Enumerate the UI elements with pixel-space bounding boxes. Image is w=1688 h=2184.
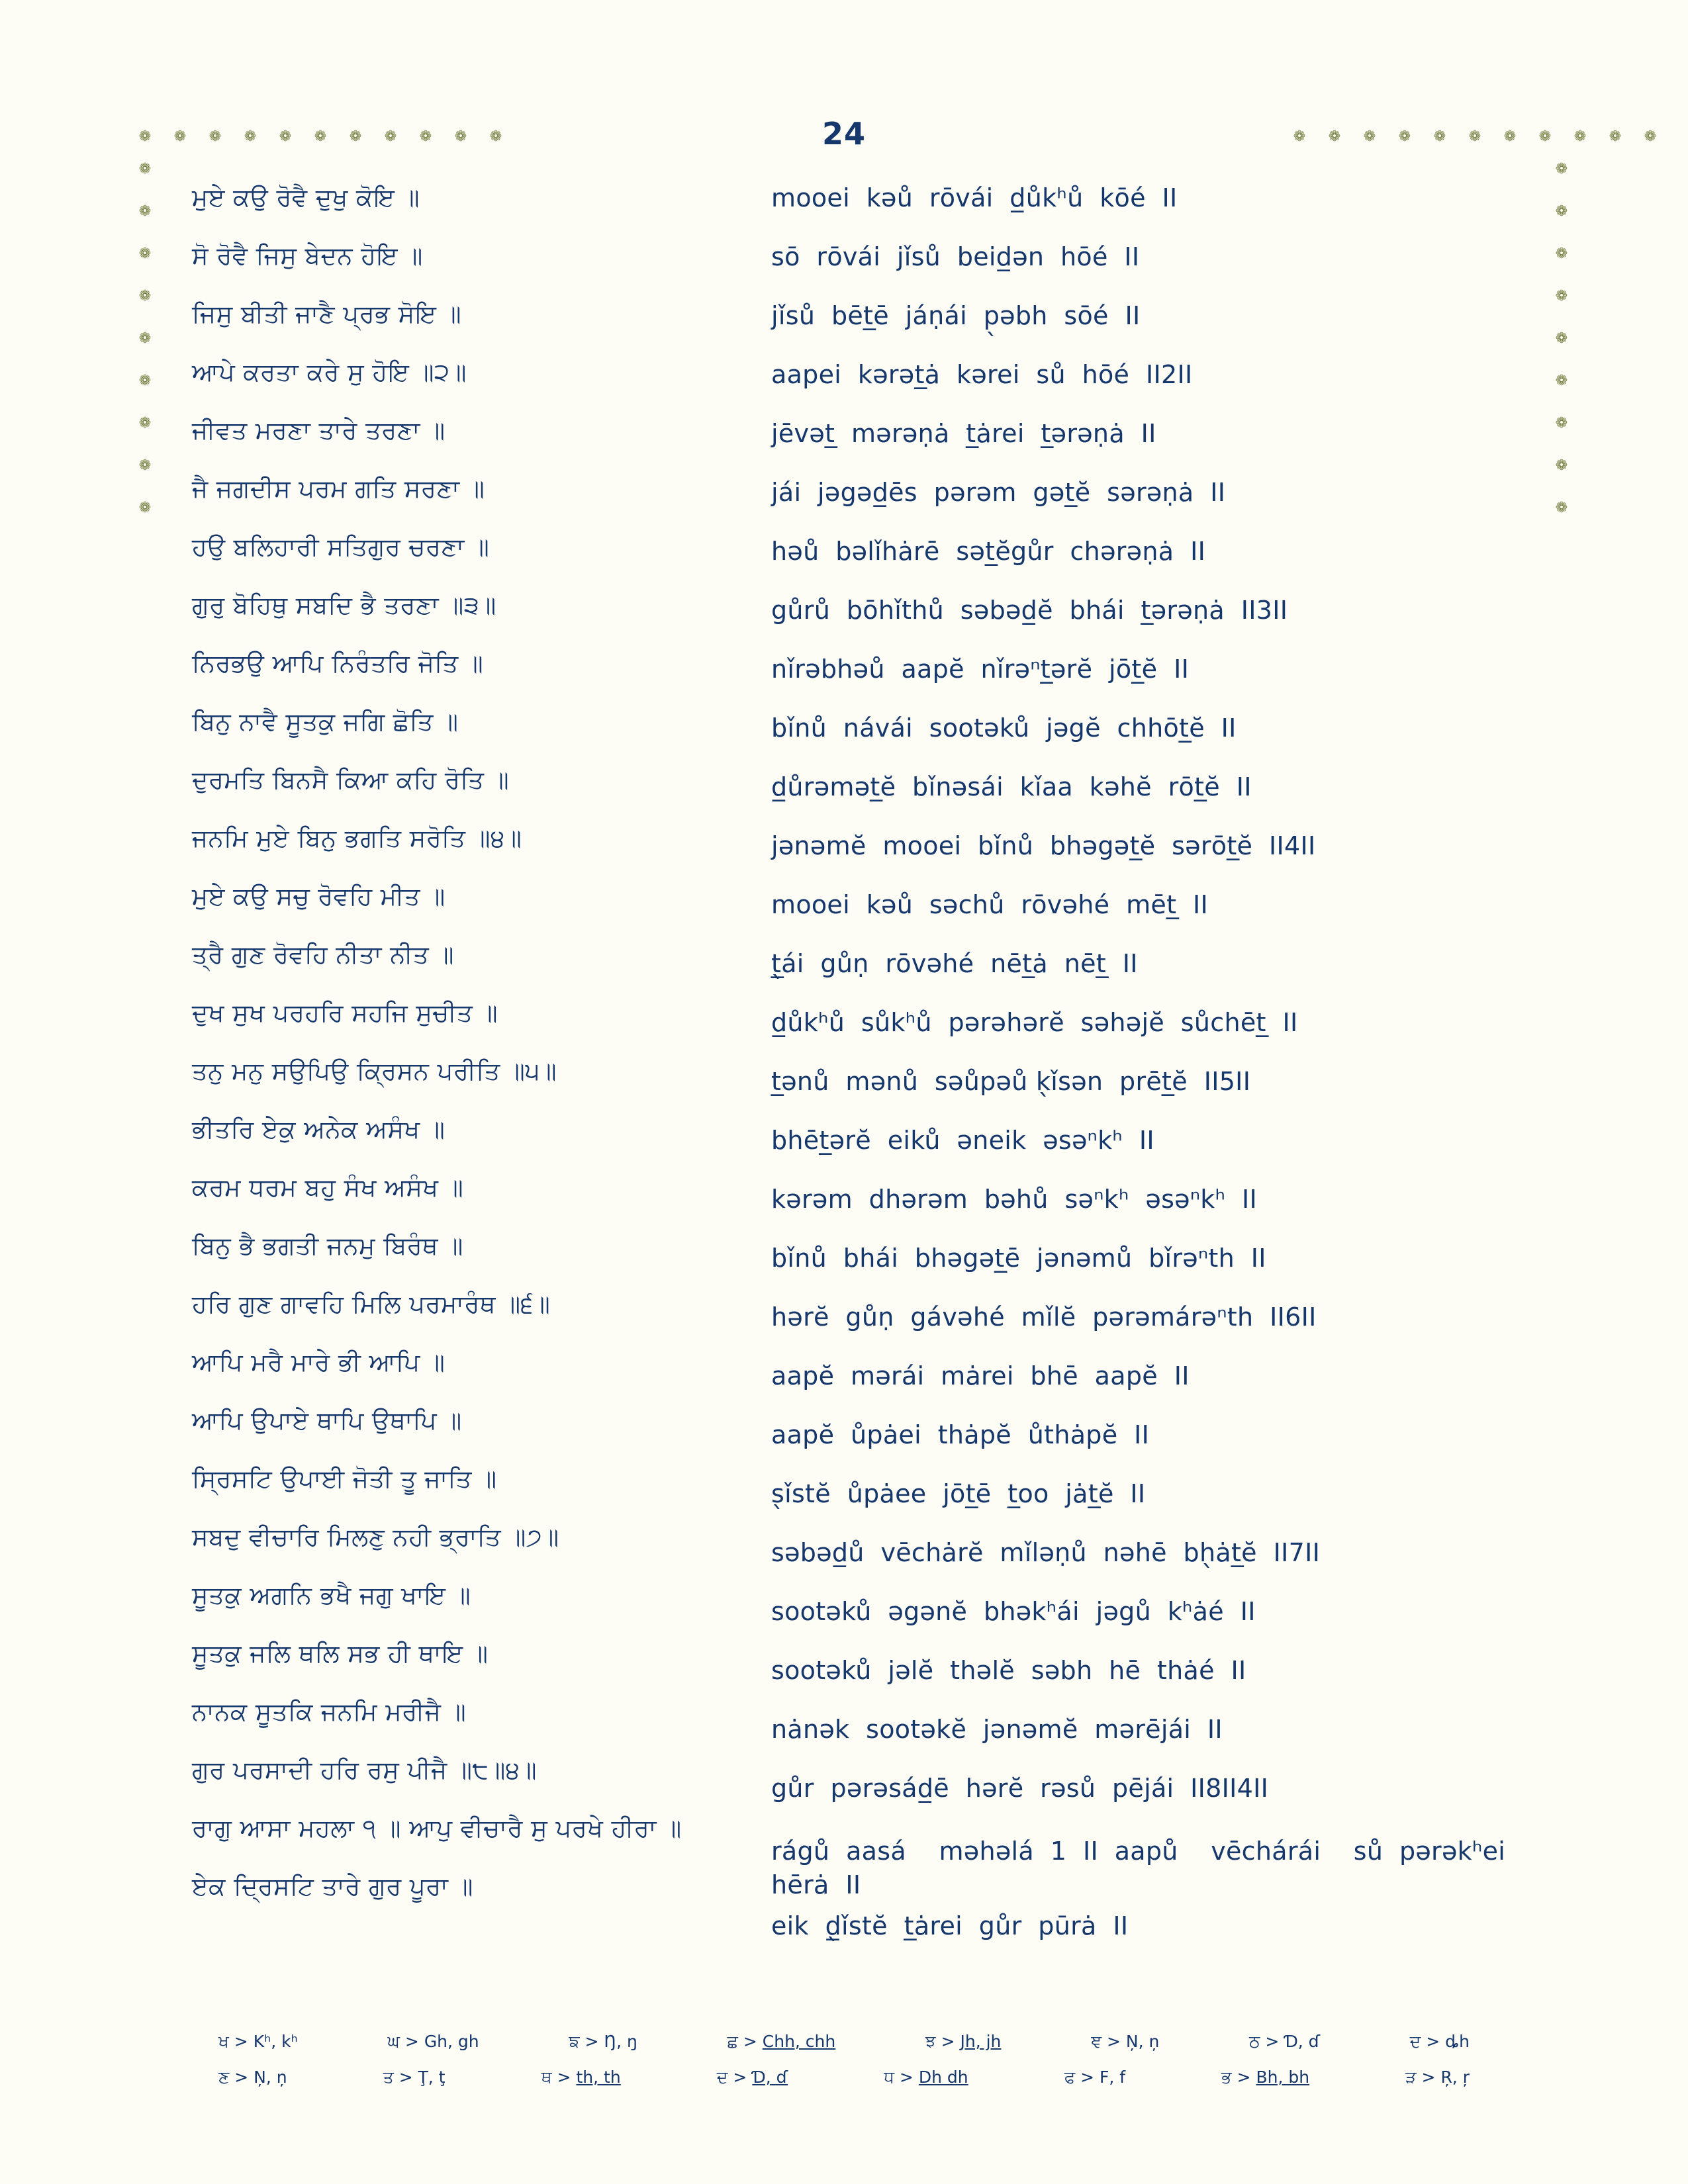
pronunciation-key-item: ਧ > Dh dh (884, 2068, 968, 2087)
flower-ornament-icon: ❁ (138, 373, 152, 389)
flower-ornament-icon: ❁ (138, 457, 152, 474)
transliteration-line: jənəmĕ mooei bǐnů bhəgət̲ĕ sərōt̲ĕ ΙΙ4ΙΙ (771, 831, 1316, 860)
transliteration-line: gůr pərəsád̲ē hərĕ rəsů pējái ΙΙ8ΙΙ4ΙΙ (771, 1774, 1269, 1803)
page-number: 24 (821, 116, 866, 152)
gurmukhi-line: ਭੀਤਰਿ ਏਕੁ ਅਨੇਕ ਅਸੰਖ ॥ (192, 1115, 445, 1144)
gurmukhi-line: ਮੁਏ ਕਉ ਰੋਵੈ ਦੁਖੁ ਕੋਇ ॥ (192, 183, 420, 212)
pronunciation-key-item: ਭ > Bh, bh (1221, 2068, 1310, 2087)
flower-ornament-icon: ❁ (1433, 128, 1446, 145)
transliteration-line: sootəků əgənĕ bhəkʰái jəgů kʰȧé ΙΙ (771, 1597, 1256, 1626)
decorative-flower-border-left (138, 162, 152, 516)
gurmukhi-line: ਜੀਵਤ ਮਰਣਾ ਤਾਰੇ ਤਰਣਾ ॥ (192, 416, 445, 445)
gurmukhi-line: ਸੂਤਕੁ ਅਗਨਿ ਭਖੈ ਜਗੁ ਖਾਇ ॥ (192, 1581, 471, 1610)
transliteration-line: bǐnů bhái bhəgət̲ē jənəmů bǐrəⁿth ΙΙ (771, 1244, 1266, 1273)
pronunciation-key-item: ਛ > Chh, chh (727, 2032, 836, 2051)
pronunciation-key-item: ਤ > Ţ, ţ (383, 2068, 445, 2087)
pronunciation-key-item: ਠ > Ɗ, ɗ (1249, 2032, 1321, 2051)
transliteration-line: nȧnək sootəkĕ jənəmĕ mərējái ΙΙ (771, 1715, 1223, 1744)
flower-ornament-icon: ❁ (1398, 128, 1411, 145)
transliteration-line: t̲ənů mənů səůpəů k̖ǐsən prēt̲ĕ ΙΙ5ΙΙ (771, 1067, 1251, 1096)
decorative-flower-border-right (1554, 162, 1569, 516)
gurmukhi-line: ਗੁਰ ਪਰਸਾਦੀ ਹਰਿ ਰਸੁ ਪੀਜੈ ॥੮॥੪॥ (192, 1756, 538, 1784)
flower-ornament-icon: ❁ (489, 128, 502, 145)
transliteration-line: mooei kəů səchů rōvəhé mēt̲ ΙΙ (771, 890, 1209, 919)
flower-ornament-icon: ❁ (1555, 373, 1568, 389)
pronunciation-key-item: ਥ > th, th (541, 2068, 621, 2087)
flower-ornament-icon: ❁ (384, 128, 397, 145)
pronunciation-key-item: ਦ > Ɗ, ɗ (716, 2068, 788, 2087)
transliteration-line: həů bəlǐhȧrē sət̲ĕgůr chərəṇȧ ΙΙ (771, 537, 1206, 566)
transliteration-line: d̲ůkʰů sůkʰů pərəhərĕ səhəjĕ sůchēt̲ ΙΙ (771, 1008, 1298, 1037)
flower-ornament-icon: ❁ (1555, 246, 1568, 262)
flower-ornament-icon: ❁ (209, 128, 222, 145)
flower-ornament-icon: ❁ (138, 500, 152, 516)
transliteration-line: aapei kərət̲ȧ kərei sů hōé ΙΙ2ΙΙ (771, 360, 1193, 389)
gurmukhi-line: ਨਾਨਕ ਸੂਤਕਿ ਜਨਮਿ ਮਰੀਜੈ ॥ (192, 1698, 467, 1726)
transliteration-line: kərəm dhərəm bəhů səⁿkʰ əsəⁿkʰ ΙΙ (771, 1185, 1258, 1214)
flower-ornament-icon: ❁ (1555, 457, 1568, 474)
gurmukhi-line: ਦੁਖ ਸੁਖ ਪਰਹਰਿ ਸਹਜਿ ਸੁਚੀਤ ॥ (192, 999, 498, 1027)
flower-ornament-icon: ❁ (1644, 128, 1657, 145)
gurmukhi-line: ਜਿਸੁ ਬੀਤੀ ਜਾਣੈ ਪ੍ਰਭ ਸੋਇ ॥ (192, 300, 462, 328)
flower-ornament-icon: ❁ (138, 161, 152, 177)
transliteration-line: səbəd̲ů vēchȧrĕ mǐləṇů nəhē bh̖ȧt̲ĕ ΙΙ7ΙΙ (771, 1538, 1321, 1567)
transliteration-text-column (771, 185, 1552, 1972)
flower-ornament-icon: ❁ (1555, 330, 1568, 347)
pronunciation-key-item: ਘ > Gh, gh (387, 2032, 479, 2051)
gurmukhi-line: ਨਿਰਭਉ ਆਪਿ ਨਿਰੰਤਰਿ ਜੋਤਿ ॥ (192, 649, 484, 678)
flower-ornament-icon: ❁ (138, 203, 152, 220)
gurmukhi-line: ਤਨੁ ਮਨੁ ਸਉਪਿਉ ਕ੍ਰਿਸਨ ਪਰੀਤਿ ॥੫॥ (192, 1057, 557, 1085)
flower-ornament-icon: ❁ (1293, 128, 1306, 145)
gurmukhi-line: ਆਪਿ ਮਰੈ ਮਾਰੇ ਭੀ ਆਪਿ ॥ (192, 1348, 445, 1377)
transliteration-line: d̲ůrəmət̲ĕ bǐnəsái kǐaa kəhĕ rōt̲ĕ ΙΙ (771, 772, 1252, 801)
gurmukhi-line: ਕਰਮ ਧਰਮ ਬਹੁ ਸੰਖ ਅਸੰਖ ॥ (192, 1173, 464, 1202)
decorative-flower-border-top-left (138, 130, 503, 144)
gurmukhi-line: ਆਪਿ ਉਪਾਏ ਥਾਪਿ ਉਥਾਪਿ ॥ (192, 1406, 462, 1435)
transliteration-line: eik d̲̖ǐstĕ t̲ȧrei gůr pūrȧ ΙΙ (771, 1911, 1129, 1940)
transliteration-line: nǐrəbhəů aapĕ nǐrəⁿt̲ərĕ jōt̲ĕ ΙΙ (771, 655, 1190, 684)
transliteration-line: jǐsů bēt̲ē jáṇái p̖əbh sōé ΙΙ (771, 301, 1141, 330)
flower-ornament-icon: ❁ (1538, 128, 1552, 145)
flower-ornament-icon: ❁ (138, 128, 152, 145)
flower-ornament-icon: ❁ (1555, 161, 1568, 177)
flower-ornament-icon: ❁ (1363, 128, 1376, 145)
flower-ornament-icon: ❁ (349, 128, 362, 145)
gurmukhi-line: ਏਕ ਦ੍ਰਿਸਟਿ ਤਾਰੇ ਗੁਰ ਪੂਰਾ ॥ (192, 1872, 473, 1901)
transliteration-line: s̖ǐstĕ ůpȧee jōt̲ē t̲oo jȧt̲ĕ ΙΙ (771, 1479, 1146, 1508)
transliteration-line: aapĕ ůpȧei thȧpĕ ůthȧpĕ ΙΙ (771, 1420, 1150, 1449)
flower-ornament-icon: ❁ (138, 246, 152, 262)
flower-ornament-icon: ❁ (1573, 128, 1587, 145)
transliteration-line: bǐnů návái sootəků jəgĕ chhōt̲ĕ ΙΙ (771, 713, 1237, 743)
pronunciation-key-item: ਝ > Jh, jh (925, 2032, 1002, 2051)
pronunciation-key-item: ਖ > Kʰ, kʰ (218, 2032, 298, 2051)
transliteration-line: jēvət̲ mərəṇȧ t̲ȧrei t̲ərəṇȧ ΙΙ (771, 419, 1156, 448)
flower-ornament-icon: ❁ (454, 128, 467, 145)
flower-ornament-icon: ❁ (1555, 415, 1568, 432)
transliteration-line: gůrů bōhǐthů səbəd̲ĕ bhái t̲ərəṇȧ ΙΙ3ΙΙ (771, 596, 1288, 625)
flower-ornament-icon: ❁ (138, 415, 152, 432)
flower-ornament-icon: ❁ (1555, 500, 1568, 516)
gurmukhi-line: ਸ੍ਰਿਸਟਿ ਉਪਾਈ ਜੋਤੀ ਤੂ ਜਾਤਿ ॥ (192, 1465, 497, 1493)
pronunciation-key-item: ਞ > Ņ, ņ (1091, 2032, 1160, 2051)
transliteration-line: t̲̖ái gůṇ rōvəhé nēt̲ȧ nēt̲ ΙΙ (771, 949, 1138, 978)
flower-ornament-icon: ❁ (1555, 288, 1568, 304)
transliteration-line: sō rōvái jǐsů beid̲ən hōé ΙΙ (771, 242, 1140, 271)
transliteration-line: aapĕ mərái mȧrei bhē aapĕ ΙΙ (771, 1361, 1190, 1390)
flower-ornament-icon: ❁ (138, 330, 152, 347)
gurmukhi-line: ਗੁਰੁ ਬੋਹਿਥੁ ਸਬਦਿ ਭੈ ਤਰਣਾ ॥੩॥ (192, 591, 496, 619)
gurmukhi-line: ਦੁਰਮਤਿ ਬਿਨਸੈ ਕਿਆ ਕਹਿ ਰੋਤਿ ॥ (192, 766, 510, 794)
gurmukhi-line: ਮੁਏ ਕਉ ਸਚੁ ਰੋਵਹਿ ਮੀਤ ॥ (192, 882, 445, 911)
transliteration-line: hərĕ gůṇ gávəhé mǐlĕ pərəmárəⁿth ΙΙ6ΙΙ (771, 1302, 1317, 1332)
pronunciation-key-row (218, 2032, 1470, 2052)
flower-ornament-icon: ❁ (1555, 203, 1568, 220)
gurmukhi-line: ਰਾਗੁ ਆਸਾ ਮਹਲਾ ੧ ॥ ਆਪੁ ਵੀਚਾਰੈ ਸੁ ਪਰਖੇ ਹੀਰਾ ॥ (192, 1814, 682, 1843)
transliteration-line: sootəků jəlĕ thəlĕ səbh hē thȧé ΙΙ (771, 1656, 1246, 1685)
flower-ornament-icon: ❁ (1503, 128, 1517, 145)
gurmukhi-line: ਸਬਦੁ ਵੀਚਾਰਿ ਮਿਲਣੁ ਨਹੀ ਭ੍ਰਾਤਿ ॥੭॥ (192, 1523, 559, 1551)
gurmukhi-line: ਤ੍ਰੈ ਗੁਣ ਰੋਵਹਿ ਨੀਤਾ ਨੀਤ ॥ (192, 940, 454, 969)
gurmukhi-line: ਆਪੇ ਕਰਤਾ ਕਰੇ ਸੁ ਹੋਇ ॥੨॥ (192, 358, 467, 387)
gurmukhi-line: ਜਨਮਿ ਮੁਏ ਬਿਨੁ ਭਗਤਿ ਸਰੋਤਿ ॥੪॥ (192, 824, 522, 852)
pronunciation-key-item: ੜ > Ŗ, ŗ (1405, 2068, 1470, 2087)
decorative-flower-border-top-right (1292, 130, 1658, 144)
transliteration-line: rágů aasá məhəlá 1 ΙΙ aapů vēchárái sů pərəkʰei hērȧ ΙΙ (771, 1837, 1522, 1900)
flower-ornament-icon: ❁ (138, 288, 152, 304)
flower-ornament-icon: ❁ (419, 128, 432, 145)
flower-ornament-icon: ❁ (1328, 128, 1341, 145)
gurmukhi-text-column (192, 185, 761, 1933)
transliteration-line: mooei kəů rōvái d̲ůkʰů kōé ΙΙ (771, 183, 1178, 212)
pronunciation-key-item: ਣ > Ņ, ņ (218, 2068, 287, 2087)
pronunciation-key-item: ਦ > ȡh (1409, 2032, 1470, 2051)
flower-ornament-icon: ❁ (173, 128, 187, 145)
gurmukhi-line: ਸੋ ਰੋਵੈ ਜਿਸੁ ਬੇਦਨ ਹੋਇ ॥ (192, 242, 423, 270)
gurmukhi-line: ਜੈ ਜਗਦੀਸ ਪਰਮ ਗਤਿ ਸਰਣਾ ॥ (192, 475, 485, 503)
flower-ornament-icon: ❁ (1468, 128, 1481, 145)
gurmukhi-line: ਬਿਨੁ ਭੈ ਭਗਤੀ ਜਨਮੁ ਬਿਰੰਥ ॥ (192, 1232, 463, 1260)
transliteration-line: bhēt̲ərĕ eiků əneik əsəⁿkʰ ΙΙ (771, 1126, 1154, 1155)
pronunciation-key-item: ਫ > F, f (1064, 2068, 1126, 2087)
transliteration-line: jái jəgəd̲ēs pərəm gət̲ĕ sərəṇȧ ΙΙ (771, 478, 1226, 507)
gurmukhi-line: ਹਉ ਬਲਿਹਾਰੀ ਸਤਿਗੁਰ ਚਰਣਾ ॥ (192, 533, 490, 561)
gurmukhi-line: ਬਿਨੁ ਨਾਵੈ ਸੂਤਕੁ ਜਗਿ ਛੋਤਿ ॥ (192, 707, 459, 736)
pronunciation-key-item: ਙ > Ŋ, ŋ (569, 2032, 637, 2051)
flower-ornament-icon: ❁ (244, 128, 257, 145)
flower-ornament-icon: ❁ (279, 128, 292, 145)
flower-ornament-icon: ❁ (314, 128, 327, 145)
pronunciation-key-footer (218, 2032, 1470, 2103)
flower-ornament-icon: ❁ (1609, 128, 1622, 145)
gurmukhi-line: ਸੂਤਕੁ ਜਲਿ ਥਲਿ ਸਭ ਹੀ ਥਾਇ ॥ (192, 1639, 489, 1668)
pronunciation-key-row (218, 2068, 1470, 2087)
gurmukhi-line: ਹਰਿ ਗੁਣ ਗਾਵਹਿ ਮਿਲਿ ਪਰਮਾਰੰਥ ॥੬॥ (192, 1290, 551, 1318)
